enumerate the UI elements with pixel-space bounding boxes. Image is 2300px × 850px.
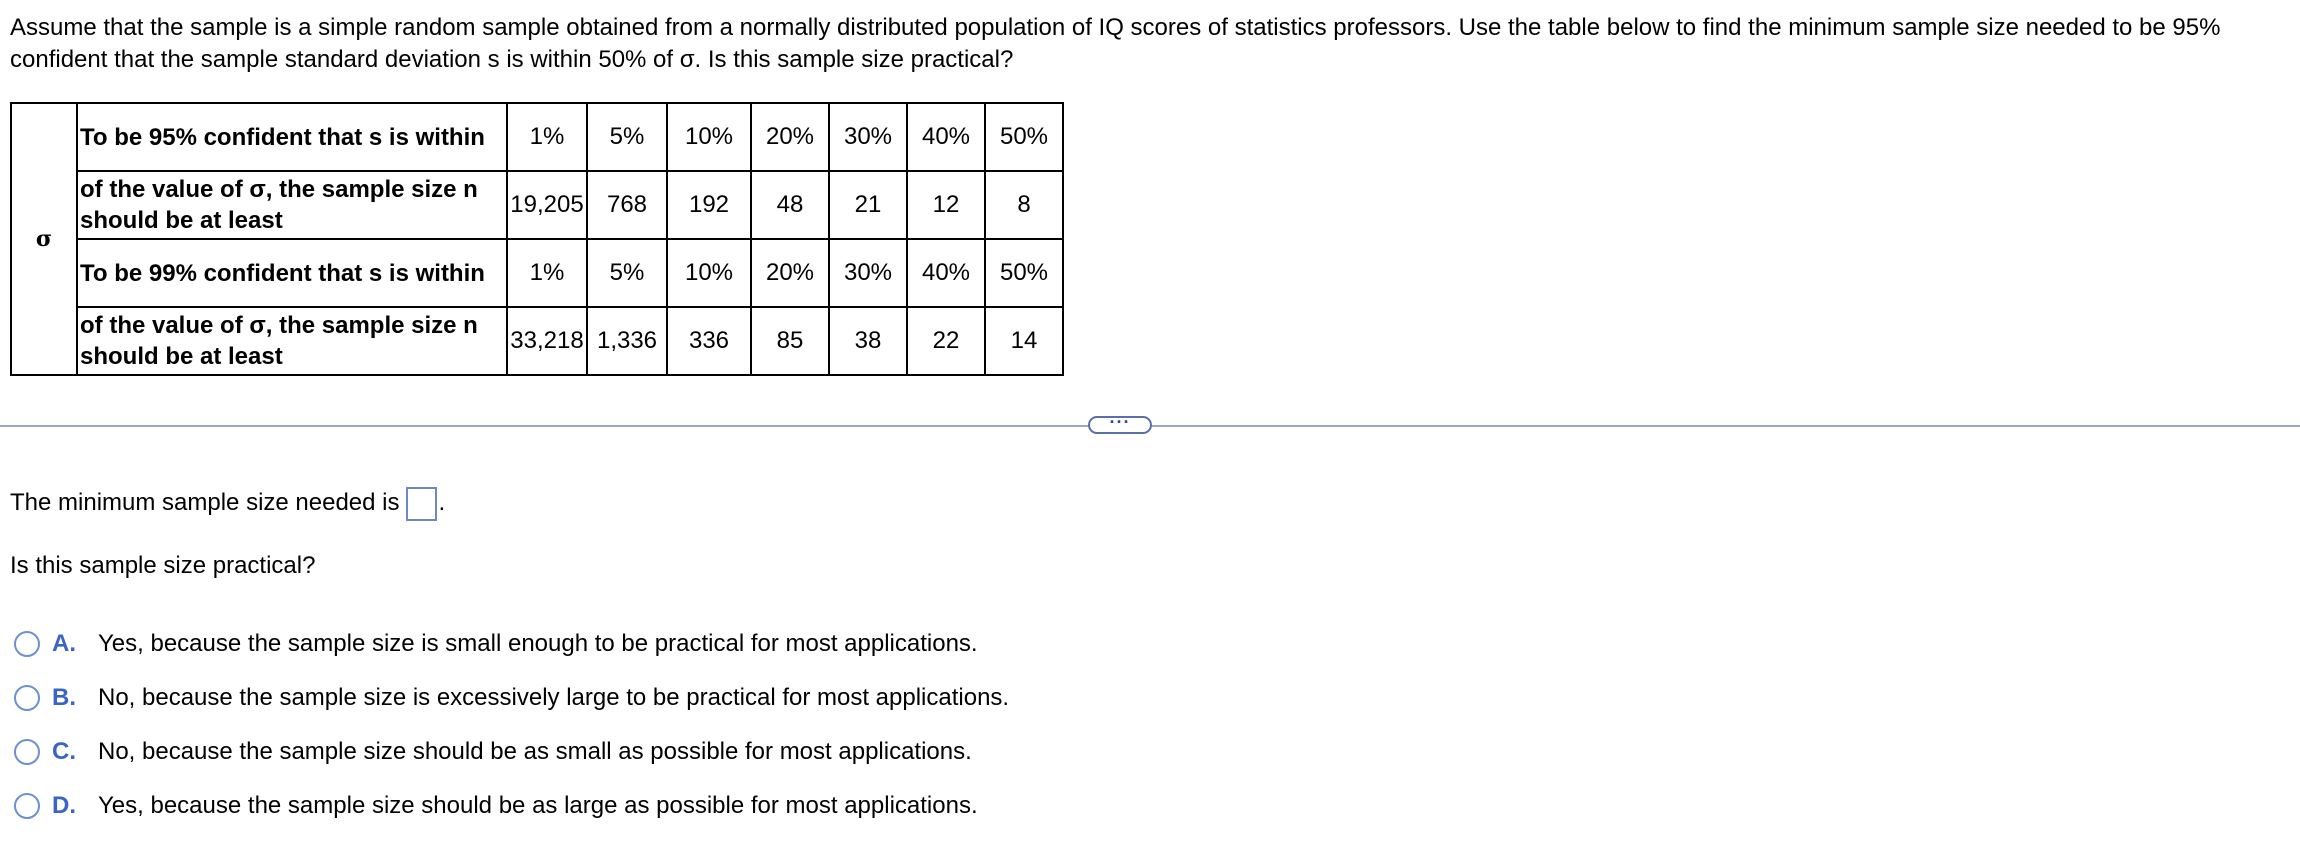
table-cell: 20% [751,103,829,171]
option-letter: C. [52,738,76,765]
table-cell: 10% [667,103,751,171]
option-text[interactable]: Yes, because the sample size is small enough to be practical for most applications. [98,630,978,657]
answer-line [10,486,445,521]
option-text[interactable]: Yes, because the sample size should be as large as possible for most applications. [98,792,978,819]
radio-button[interactable] [14,793,40,819]
table-cell: 14 [985,307,1063,375]
table-row [11,239,1063,307]
row-label: of the value of σ, the sample size n should be at least [77,171,507,239]
table-cell: 20% [751,239,829,307]
row-label: of the value of σ, the sample size n should be at least [77,307,507,375]
table-cell: 85 [751,307,829,375]
table-cell: 40% [907,239,985,307]
table-cell: 22 [907,307,985,375]
table-cell: 50% [985,239,1063,307]
table-cell: 33,218 [507,307,587,375]
table-cell: 38 [829,307,907,375]
more-button[interactable]: ··· [1088,416,1152,434]
table-cell: 30% [829,239,907,307]
option-letter: D. [52,792,76,819]
table-cell: 5% [587,239,667,307]
table-cell: 192 [667,171,751,239]
answer-suffix: . [438,489,446,516]
option-text[interactable]: No, because the sample size should be as small as possible for most applications. [98,738,972,765]
practical-question: Is this sample size practical? [10,552,316,579]
table-cell: 336 [667,307,751,375]
sample-size-input[interactable] [406,487,437,521]
table-cell: 50% [985,103,1063,171]
table-cell: 8 [985,171,1063,239]
sample-size-table [10,102,1064,376]
table-cell: 19,205 [507,171,587,239]
sigma-label: σ [11,103,77,375]
table-row [11,103,1063,171]
radio-button[interactable] [14,685,40,711]
table-row [11,307,1063,375]
table-cell: 48 [751,171,829,239]
table-cell: 12 [907,171,985,239]
option-letter: B. [52,684,76,711]
table-cell: 5% [587,103,667,171]
table-cell: 1,336 [587,307,667,375]
table-cell: 1% [507,239,587,307]
radio-button[interactable] [14,631,40,657]
table-cell: 30% [829,103,907,171]
option-letter: A. [52,630,76,657]
table-row [11,171,1063,239]
answer-prefix: The minimum sample size needed is [10,489,400,516]
row-label: To be 99% confident that s is within [77,239,507,307]
question-text: Assume that the sample is a simple random sample obtained from a normally distributed population of IQ scores of statistics professors. Use the table below to find the minimum sample size needed to be 95% confident that the sample standard deviation s is within 50% of σ. Is this sample size practical? [10,14,2221,73]
table-cell: 10% [667,239,751,307]
option-text[interactable]: No, because the sample size is excessively large to be practical for most applications. [98,684,1010,711]
table-cell: 40% [907,103,985,171]
row-label: To be 95% confident that s is within [77,103,507,171]
table-cell: 21 [829,171,907,239]
table-cell: 1% [507,103,587,171]
table-cell: 768 [587,171,667,239]
radio-button[interactable] [14,739,40,765]
